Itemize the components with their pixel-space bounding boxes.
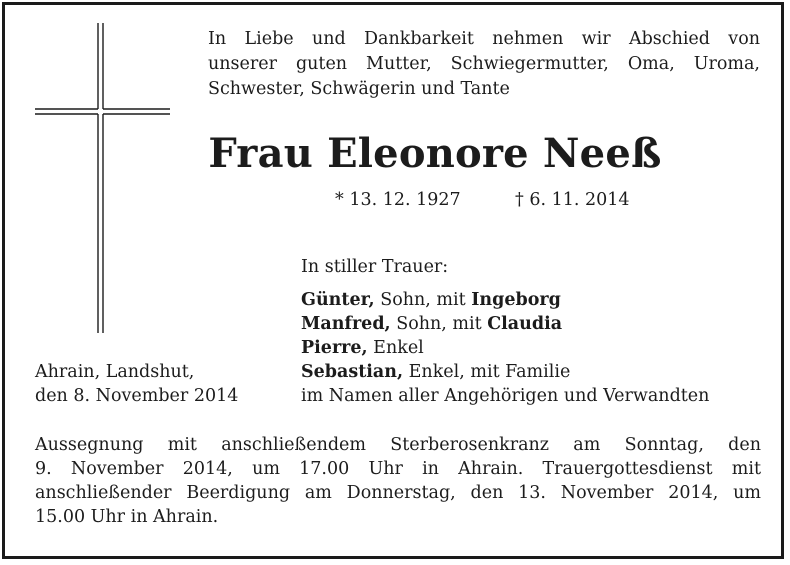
cross-icon [35,23,180,333]
mourner-partner: Ingeborg [471,290,561,310]
mourner-relation: Sohn, mit [390,314,488,334]
mourner-relation: Enkel [367,338,424,358]
mourner-row [301,312,709,336]
funeral-line: 15.00 Uhr in Ahrain. [35,507,219,527]
mourner-name: Günter, [301,290,375,310]
deceased-name: Frau Eleonore Neeß [208,130,662,177]
mourner-name: Pierre, [301,338,368,358]
mourner-name: Sebastian, [301,362,404,382]
birth-date: * 13. 12. 1927 [335,190,461,210]
mourner-list [301,288,709,408]
intro-line: Schwester, Schwägerin und Tante [208,79,510,99]
mourning-closing: im Namen aller Angehörigen und Verwandten [301,386,710,406]
mourner-name: Manfred, [301,314,391,334]
mourner-relation: Sohn, mit [374,290,472,310]
intro-line: unserer guten Mutter, Schwiegermutter, Oma, Uroma, [208,54,760,74]
funeral-line: anschließender Beerdigung am Donnerstag, den 13. November 2014, um [35,483,761,503]
funeral-line: Aussegnung mit anschließendem Sterberosenkranz am Sonntag, den [35,435,761,455]
intro-line: In Liebe und Dankbarkeit nehmen wir Abschied von [208,29,760,49]
mourner-row [301,288,709,312]
mourner-partner: Claudia [487,314,563,334]
place-date: den 8. November 2014 [35,386,239,406]
death-date: † 6. 11. 2014 [515,190,630,210]
mourner-row [301,336,709,360]
mourner-row [301,360,709,384]
place-location: Ahrain, Landshut, [35,362,195,382]
farewell-intro [208,27,760,102]
funeral-line: 9. November 2014, um 17.00 Uhr in Ahrain. Trauergottesdienst mit [35,459,761,479]
mourning-heading: In stiller Trauer: [301,257,449,277]
obituary-notice [2,2,784,559]
funeral-details [35,433,761,529]
place-and-date [35,360,238,408]
mourner-relation: Enkel, mit Familie [403,362,571,382]
